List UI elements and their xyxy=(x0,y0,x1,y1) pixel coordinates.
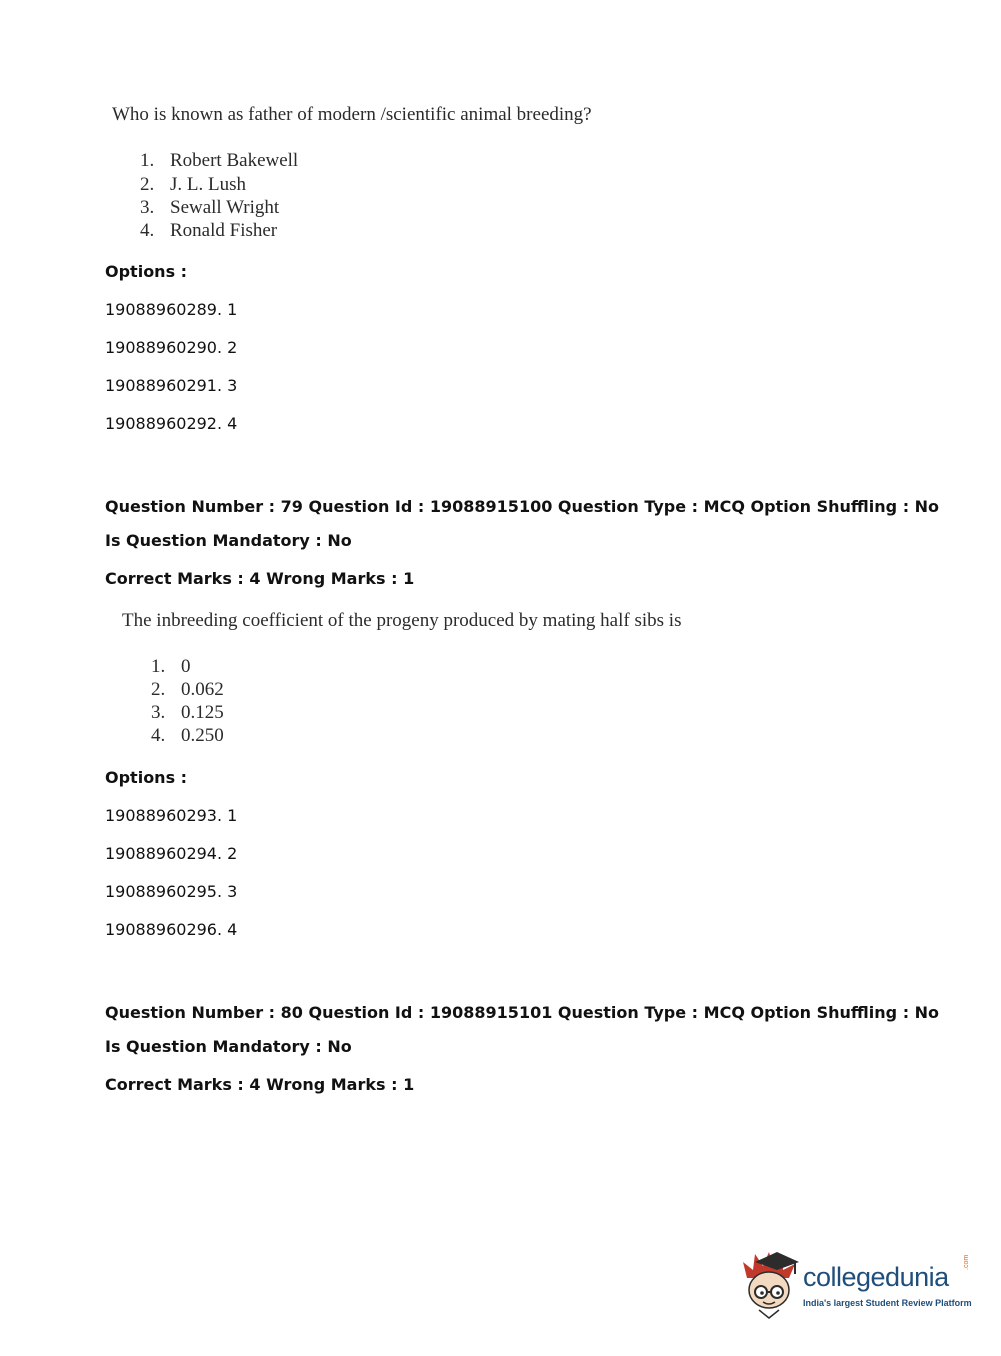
q79-choice-4: 4. 0.250 xyxy=(151,725,224,746)
logo-suffix: .com xyxy=(963,1254,970,1270)
q1-option-3: 19088960291. 3 xyxy=(105,376,238,395)
q80-header: Question Number : 80 Question Id : 19088915101 Question Type : MCQ Option Shuffling : No xyxy=(105,1003,940,1022)
q79-option-3: 19088960295. 3 xyxy=(105,882,238,901)
q79-option-2: 19088960294. 2 xyxy=(105,844,238,863)
q1-option-1: 19088960289. 1 xyxy=(105,300,238,319)
q79-mandatory: Is Question Mandatory : No xyxy=(105,531,352,550)
logo-tagline: India's largest Student Review Platform xyxy=(803,1298,972,1308)
q79-header: Question Number : 79 Question Id : 19088915100 Question Type : MCQ Option Shuffling : No xyxy=(105,497,940,516)
q80-mandatory: Is Question Mandatory : No xyxy=(105,1037,352,1056)
q79-choice-2: 2. 0.062 xyxy=(151,679,224,700)
q79-options-label: Options : xyxy=(105,768,188,787)
q1-choice-2: 2. J. L. Lush xyxy=(140,174,246,195)
q1-choice-1: 1. Robert Bakewell xyxy=(140,150,299,171)
logo-name: collegedunia xyxy=(803,1262,949,1292)
question-1-text: Who is known as father of modern /scientific animal breeding? xyxy=(112,104,592,125)
q1-option-4: 19088960292. 4 xyxy=(105,414,238,433)
q80-marks: Correct Marks : 4 Wrong Marks : 1 xyxy=(105,1075,415,1094)
q1-choice-4: 4. Ronald Fisher xyxy=(140,220,278,241)
q1-option-2: 19088960290. 2 xyxy=(105,338,238,357)
question-79-text: The inbreeding coefficient of the progeny produced by mating half sibs is xyxy=(122,610,682,631)
q79-marks: Correct Marks : 4 Wrong Marks : 1 xyxy=(105,569,415,588)
q79-option-1: 19088960293. 1 xyxy=(105,806,238,825)
q1-choice-3: 3. Sewall Wright xyxy=(140,197,280,218)
q79-choice-3: 3. 0.125 xyxy=(151,702,224,723)
q79-option-4: 19088960296. 4 xyxy=(105,920,238,939)
q79-choice-1: 1. 0 xyxy=(151,656,191,677)
q1-options-label: Options : xyxy=(105,262,188,281)
collegedunia-logo xyxy=(741,1248,971,1320)
mascot-icon xyxy=(741,1248,801,1320)
